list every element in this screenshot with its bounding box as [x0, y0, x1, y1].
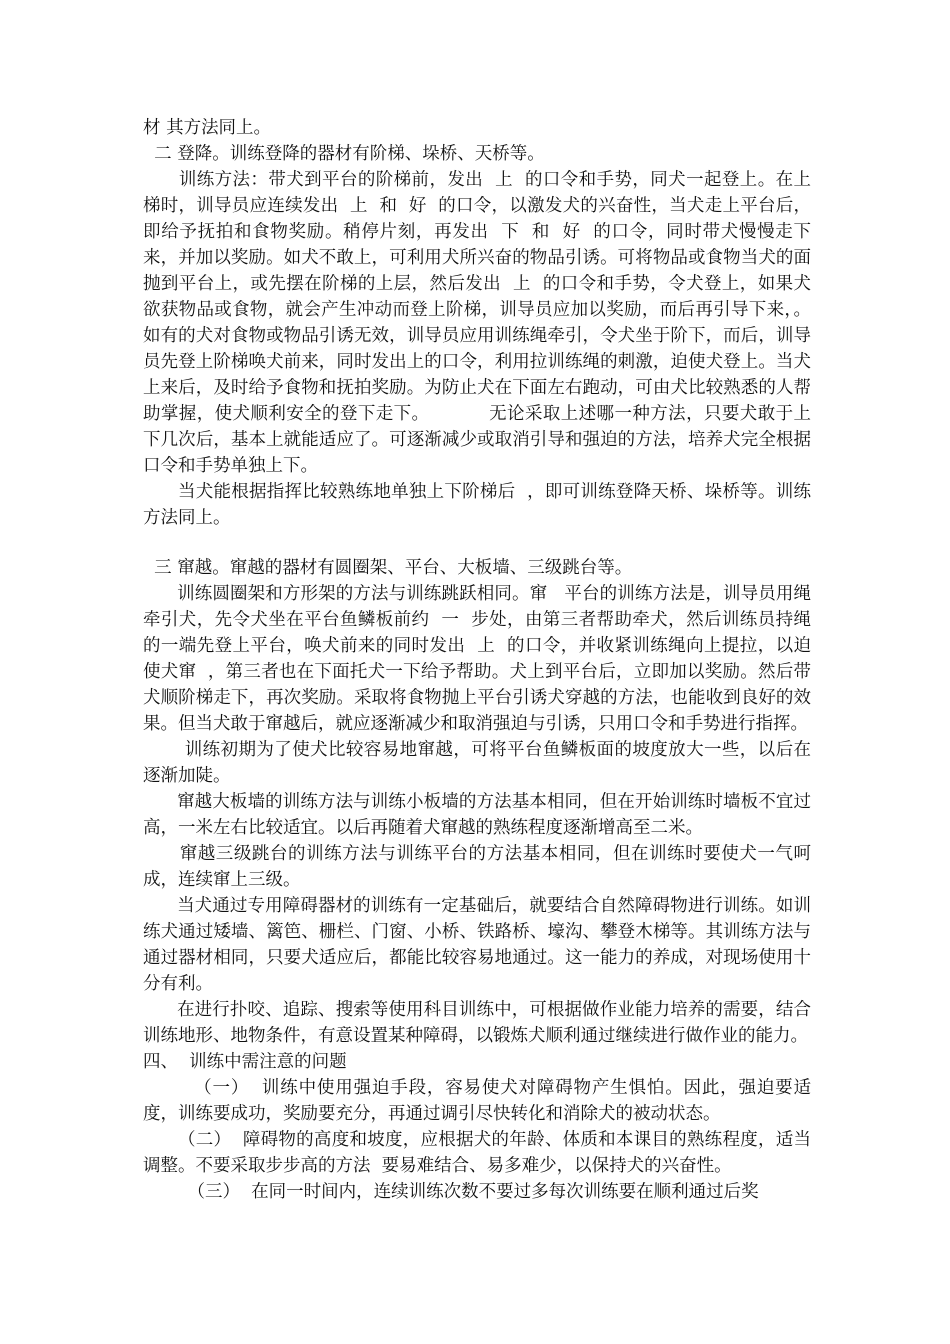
paragraph-climbing-bridges: 当犬能根据指挥比较熟练地单独上下阶梯后 ，即可训练登降天桥、垛桥等。训练方法同上。: [143, 482, 811, 528]
paragraph-natural-obstacles: 当犬通过专用障碍器材的训练有一定基础后，就要结合自然障碍物进行训练。如训练犬通过矮墙、篱笆、栅栏、门窗、小桥、铁路桥、壕沟、攀登木梯等。其训练方法与通过器材相同，只要犬适应后，都能比较容易地通过。这一能力的养成，对现场使用十分有利。: [143, 896, 811, 994]
section-heading-notes: 四、 训练中需注意的问题: [143, 1052, 347, 1072]
paragraph-jumping-method: 训练圆圈架和方形架的方法与训练跳跃相同。窜 平台的训练方法是，训导员用绳牵引犬，先令犬坐在平台鱼鳞板前约 一 步处，由第三者帮助牵犬，然后训练员持绳的一端先登上平台，唤犬前来的同时发出 上 的口令，并收紧训练绳向上提拉，以迫使犬窜 ，第三者也在下面托犬一下给予帮助。犬上到平台后，立即加以奖励。然后带犬顺阶梯走下，再次奖励。采取将食物抛上平台引诱犬穿越的方法，也能收到良好的效果。但当犬敢于窜越后，就应逐渐减少和取消强迫与引诱，只用口令和手势进行指挥。: [143, 584, 811, 734]
note-item-2: （二） 障碍物的高度和坡度，应根据犬的年龄、体质和本课目的熟练程度，适当调整。不要采取步步高的方法 要易难结合、易多难少，以保持犬的兴奋性。: [143, 1130, 811, 1176]
section-heading-jumping: 三 窜越。窜越的器材有圆圈架、平台、大板墙、三级跳台等。: [143, 558, 633, 578]
note-item-1: （一） 训练中使用强迫手段，容易使犬对障碍物产生惧怕。因此，强迫要适度，训练要成功，奖励要充分，再通过调引尽快转化和消除犬的被动状态。: [143, 1078, 811, 1124]
paragraph-combined-training: 在进行扑咬、追踪、搜索等使用科目训练中，可根据做作业能力培养的需要，结合训练地形、地物条件，有意设置某种障碍，以锻炼犬顺利通过继续进行做作业的能力。: [143, 1000, 811, 1046]
paragraph-climbing-method: 训练方法：带犬到平台的阶梯前，发出 上 的口令和手势，同犬一起登上。在上梯时，训导员应连续发出 上 和 好 的口令，以激发犬的兴奋性，当犬走上平台后，即给予抚拍和食物奖励。稍停片刻，再发出 下 和 好 的口令，同时带犬慢慢走下来，并加以奖励。如犬不敢上，可利用犬所兴奋的物品引诱。可将物品或食物当犬的面抛到平台上，或先摆在阶梯的上层，然后发出 上 的口令和手势，令犬登上，如果犬欲获物品或食物，就会产生冲动而登上阶梯，训导员应加以奖励，而后再引导下来，。如有的犬对食物或物品引诱无效，训导员应用训练绳牵引，令犬坐于阶下，而后，训导员先登上阶梯唤犬前来，同时发出上的口令，利用拉训练绳的刺激，迫使犬登上。当犬上来后，及时给予食物和抚拍奖励。为防止犬在下面左右跑动，可由犬比较熟悉的人帮助掌握，使犬顺利安全的登下走下。 无论采取上述哪一种方法，只要犬敢于上下几次后，基本上就能适应了。可逐渐减少或取消引导和强迫的方法，培养犬完全根据口令和手势单独上下。: [143, 170, 811, 476]
paragraph-continuation: 材 其方法同上。: [143, 118, 272, 138]
paragraph-jumping-slope: 训练初期为了使犬比较容易地窜越，可将平台鱼鳞板面的坡度放大一些，以后在逐渐加陡。: [143, 740, 811, 786]
paragraph-board-wall: 窜越大板墙的训练方法与训练小板墙的方法基本相同，但在开始训练时墙板不宜过高，一米左右比较适宜。以后再随着犬窜越的熟练程度逐渐增高至二米。: [143, 792, 811, 838]
note-item-3: （三） 在同一时间内，连续训练次数不要过多每次训练要在顺利通过后奖: [143, 1182, 759, 1202]
document-body: [143, 115, 811, 1205]
section-heading-climbing: 二 登降。训练登降的器材有阶梯、垛桥、天桥等。: [143, 144, 545, 164]
paragraph-three-step-platform: 窜越三级跳台的训练方法与训练平台的方法基本相同，但在训练时要使犬一气呵成，连续窜上三级。: [143, 844, 811, 890]
